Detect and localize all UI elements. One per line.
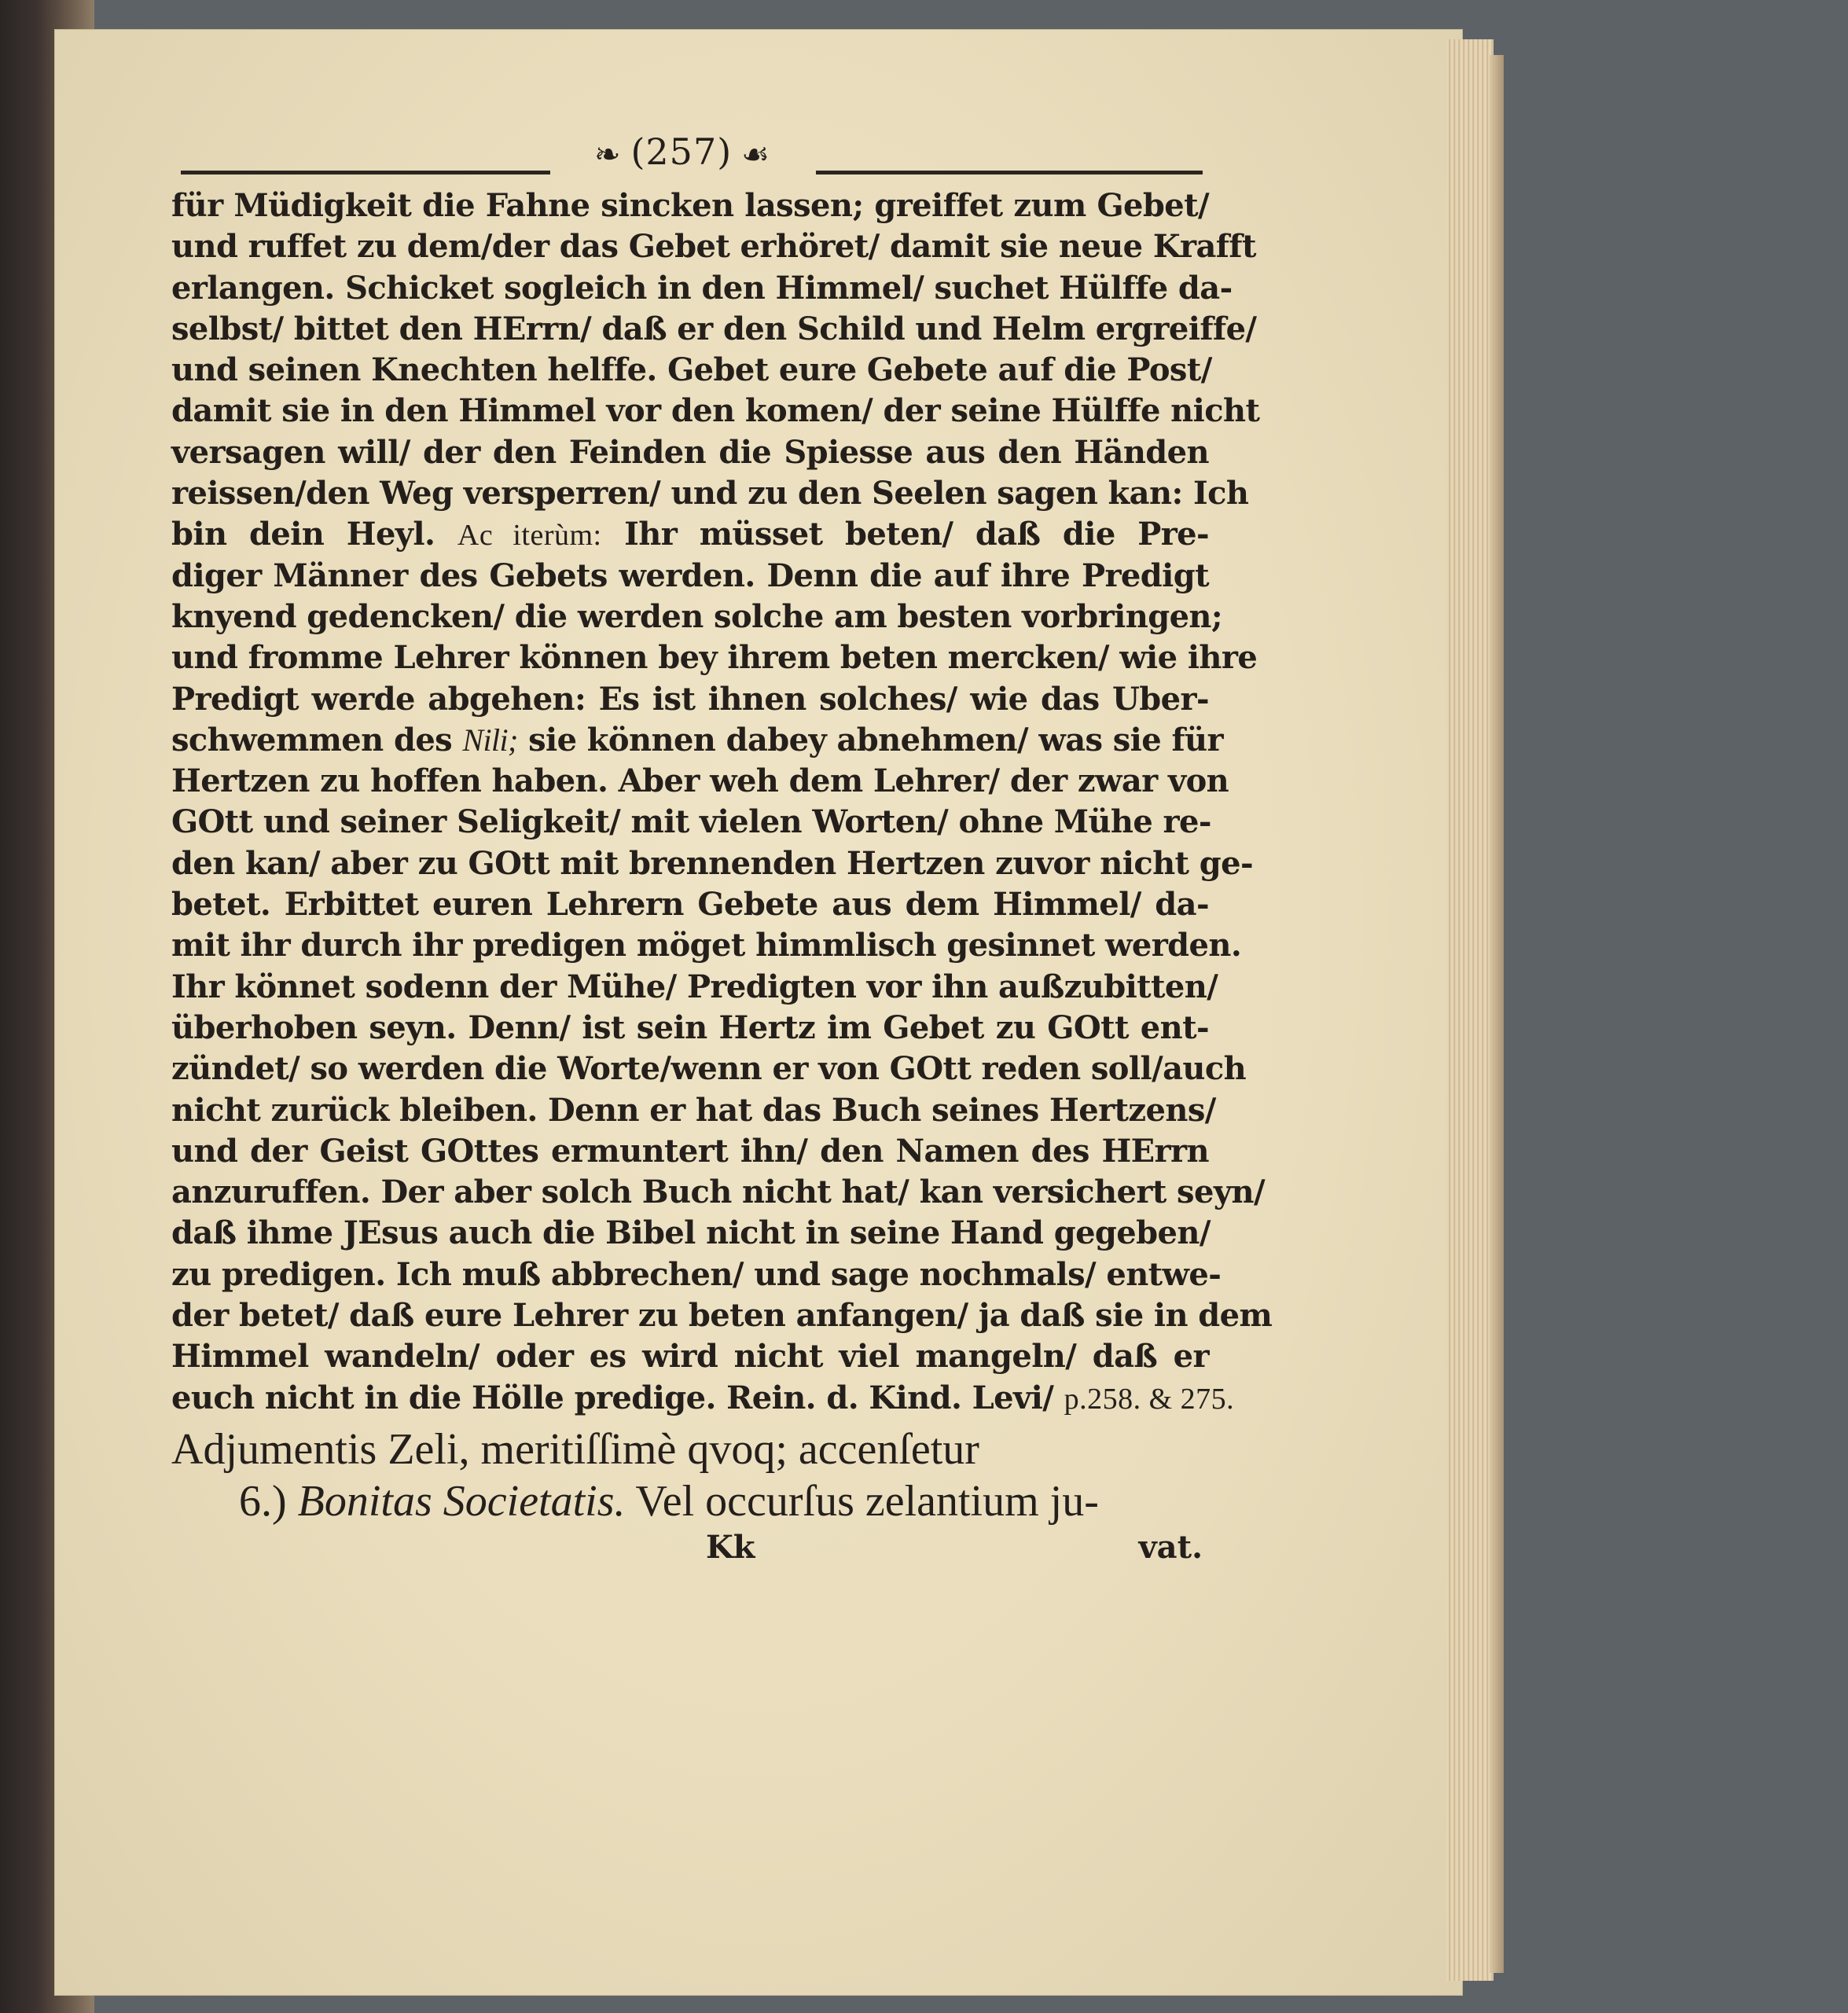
- text-line: erlangen. Schicket sogleich in den Himmel/ suchet Hülffe da-: [171, 269, 1233, 307]
- text-line: betet. Erbittet euren Lehrern Gebete aus dem Himmel/ da-: [171, 886, 1209, 924]
- text-line: selbst/ bittet den HErrn/ daß er den Schild und Helm ergreiffe/: [171, 310, 1257, 347]
- text-line-mixed: [171, 514, 1209, 555]
- text-line: damit sie in den Himmel vor den komen/ der seine Hülffe nicht: [171, 392, 1260, 430]
- latin-line: Adjumentis Zeli, meritiſſimè qvoq; accenſetur: [171, 1424, 979, 1474]
- ornament-left-icon: ❧: [593, 137, 622, 173]
- text-line: und fromme Lehrer können bey ihrem beten mercken/ wie ihre: [171, 639, 1258, 677]
- text-line: reissen/den Weg versperren/ und zu den Seelen sagen kan: Ich: [171, 475, 1249, 512]
- text-line: Himmel wandeln/ oder es wird nicht viel mangeln/ daß er: [171, 1338, 1209, 1376]
- text-line: Hertzen zu hoffen haben. Aber weh dem Lehrer/ der zwar von: [171, 762, 1229, 800]
- text-fragment: bin dein Heyl.: [171, 516, 435, 553]
- text-line: diger Männer des Gebets werden. Denn die auf ihre Predigt: [171, 557, 1209, 594]
- german-text-block: [171, 186, 1273, 1419]
- text-line: und ruffet zu dem/der das Gebet erhöret/ damit sie neue Krafft: [171, 228, 1256, 266]
- text-line: für Müdigkeit die Fahne sincken lassen; greiffet zum Gebet/: [171, 187, 1209, 224]
- text-line: der betet/ daß eure Lehrer zu beten anfangen/ ja daß sie in dem: [171, 1297, 1273, 1335]
- page-number-heading: [549, 126, 816, 181]
- text-fragment: schwemmen des: [171, 721, 453, 759]
- text-fragment: sie können dabey abnehmen/ was sie für: [528, 721, 1224, 759]
- text-line: zu predigen. Ich muß abbrechen/ und sage nochmals/ entwe-: [171, 1255, 1222, 1293]
- text-line-mixed: [171, 1378, 1235, 1419]
- latin-italic-fragment: Nili;: [462, 722, 518, 758]
- head-rule-left: [181, 171, 550, 174]
- text-fragment: euch nicht in die Hölle predige. Rein. d. Kind. Levi/: [171, 1379, 1054, 1416]
- text-line: anzuruffen. Der aber solch Buch nicht hat/ kan versichert seyn/: [171, 1174, 1265, 1211]
- cover-edge: [1490, 55, 1504, 1973]
- page-content: [171, 126, 1273, 1576]
- running-head: [171, 126, 1193, 181]
- catchline: [171, 1529, 1209, 1576]
- latin-text-block: [171, 1423, 1209, 1527]
- text-line: GOtt und seiner Seligkeit/ mit vielen Worten/ ohne Mühe re-: [171, 803, 1211, 841]
- text-line: den kan/ aber zu GOtt mit brennenden Hertzen zuvor nicht ge-: [171, 844, 1253, 882]
- section-number: 6.): [239, 1476, 287, 1526]
- latin-line-numbered: [171, 1475, 1209, 1527]
- catchword: vat.: [1138, 1528, 1203, 1566]
- ornament-right-icon: ☙: [741, 137, 771, 173]
- citation-fragment: p.258. & 275.: [1064, 1382, 1235, 1416]
- text-line: Ihr könnet sodenn der Mühe/ Predigten vor ihn außzubitten/: [171, 968, 1218, 1005]
- text-line: überhoben seyn. Denn/ ist sein Hertz im Gebet zu GOtt ent-: [171, 1008, 1209, 1046]
- text-line: knyend gedencken/ die werden solche am besten vorbringen;: [171, 597, 1223, 635]
- text-line: und seinen Knechten helffe. Gebet eure Gebete auf die Post/: [171, 351, 1212, 389]
- text-line: zündet/ so werden die Worte/wenn er von GOtt reden soll/auch: [171, 1050, 1247, 1088]
- text-line: und der Geist GOttes ermuntert ihn/ den Namen des HErrn: [171, 1132, 1209, 1170]
- text-line: versagen will/ der den Feinden die Spiesse aus den Händen: [171, 433, 1209, 471]
- text-line: Predigt werde abgehen: Es ist ihnen solches/ wie das Uber-: [171, 680, 1209, 718]
- signature-mark: Kk: [706, 1528, 755, 1566]
- section-title: Bonitas Societatis.: [297, 1476, 626, 1526]
- latin-fragment: Ac iterùm:: [457, 519, 602, 553]
- latin-fragment: Vel occurſus zelantium ju-: [635, 1476, 1099, 1526]
- page-number: (257): [630, 130, 733, 173]
- page-block-edge: [1446, 39, 1493, 1981]
- text-line: daß ihme JEsus auch die Bibel nicht in seine Hand gegeben/: [171, 1214, 1211, 1252]
- text-line-mixed: [171, 720, 1224, 761]
- text-line: mit ihr durch ihr predigen möget himmlisch gesinnet werden.: [171, 927, 1242, 964]
- text-line: nicht zurück bleiben. Denn er hat das Buch seines Hertzens/: [171, 1091, 1216, 1129]
- head-rule-right: [816, 171, 1203, 174]
- text-fragment: Ihr müsset beten/ daß die Pre-: [624, 516, 1210, 553]
